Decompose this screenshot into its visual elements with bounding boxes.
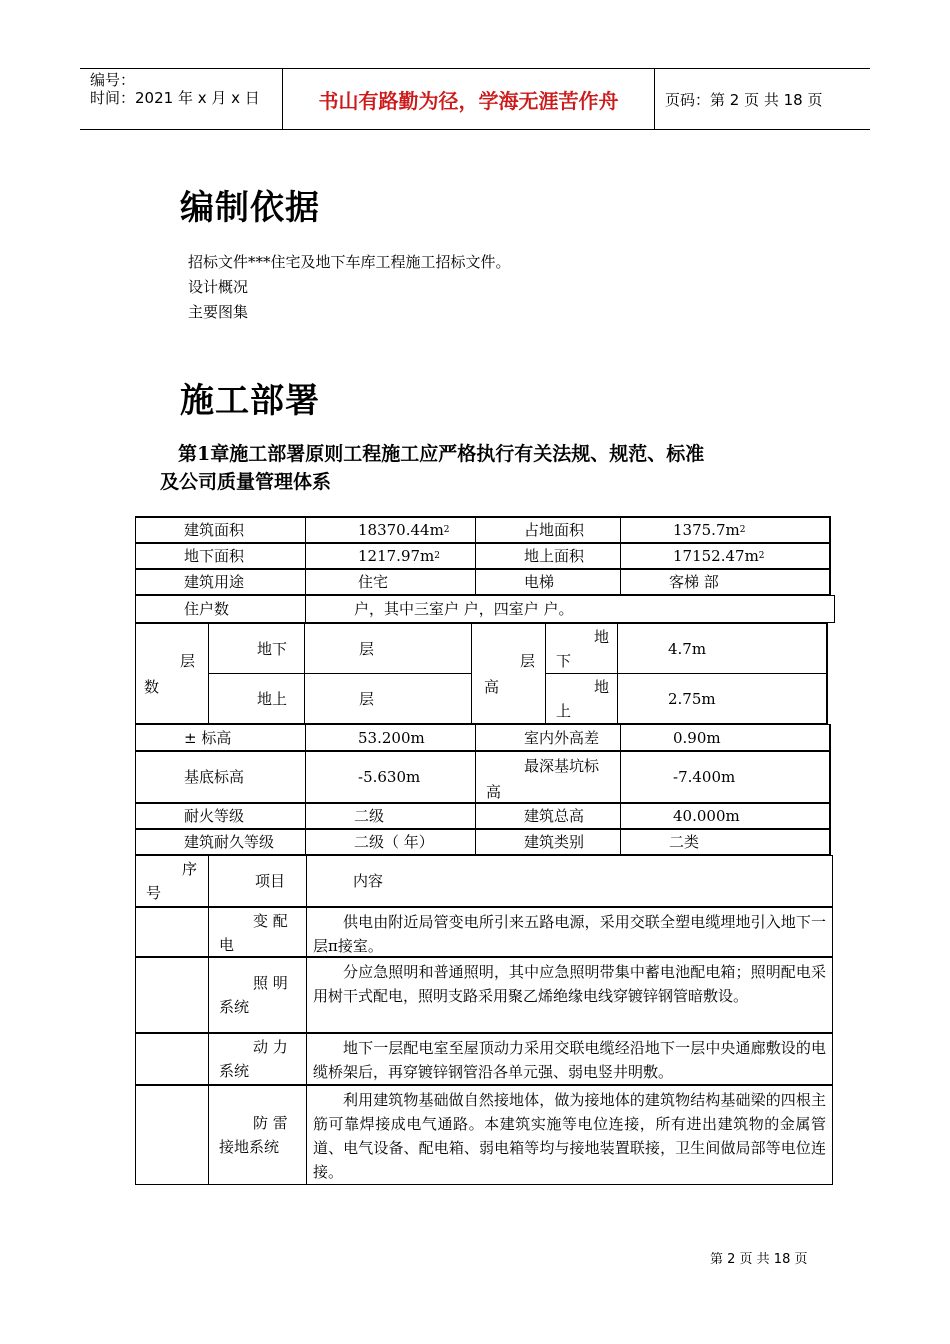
table-cell: 层 <box>304 623 472 674</box>
item-name: 防 雷 <box>253 1114 288 1132</box>
table-cell <box>306 1085 833 1185</box>
value-text: 18370.44m <box>358 521 444 539</box>
cell-text: 地 <box>594 678 610 696</box>
table-cell: 地上 <box>208 673 305 724</box>
table-cell: 4.7m <box>617 623 828 674</box>
item-name: 接地系统 <box>219 1138 280 1156</box>
item-content: 供电由附近局管变电所引来五路电源，采用交联全塑电缆埋地引入地下一层π接室。 <box>313 913 826 955</box>
header-meta <box>80 69 282 129</box>
table-cell <box>306 957 833 1033</box>
table-row <box>135 829 833 855</box>
table-cell: -5.630m <box>305 751 476 803</box>
table-row <box>135 516 833 543</box>
table-cell: 室内外高差 <box>475 724 621 751</box>
table-cell: 耐火等级 <box>135 803 306 829</box>
page-footer: 第 2 页 共 18 页 <box>710 1252 808 1267</box>
table-row <box>135 543 833 569</box>
item-name: 照 明 <box>253 974 288 992</box>
page-header <box>80 68 870 130</box>
table-cell <box>620 543 831 569</box>
table-cell: 建筑用途 <box>135 569 306 595</box>
table-cell <box>471 623 546 724</box>
table-cell: 户，其中三室户 户，四室户 户。 <box>305 595 835 623</box>
table-cell: 项目 <box>208 855 307 907</box>
superscript-unit: 2 <box>758 551 765 561</box>
table-cell: 住户数 <box>135 595 306 623</box>
table-cell <box>135 855 209 907</box>
table-row <box>135 1033 833 1085</box>
table-row <box>135 957 833 1033</box>
table-cell <box>475 751 621 803</box>
table-cell: 基底标高 <box>135 751 306 803</box>
chapter-heading-line: 第1章施工部署原则工程施工应严格执行有关法规、规范、标准 <box>178 443 705 465</box>
table-row <box>135 724 833 751</box>
item-name: 变 配 <box>253 912 288 930</box>
table-cell <box>135 957 209 1033</box>
table-row <box>135 623 833 724</box>
table-cell <box>135 907 209 957</box>
header-page-number: 页码：第 2 页 共 18 页 <box>665 90 823 109</box>
value-text: 1217.97m <box>358 547 435 565</box>
table-cell <box>545 673 618 724</box>
table-row <box>135 751 833 803</box>
chapter-heading-line: 及公司质量管理体系 <box>160 471 332 493</box>
section-title-deployment: 施工部署 <box>180 381 320 421</box>
table-cell: 客梯 部 <box>620 569 831 595</box>
table-cell: 0.90m <box>620 724 831 751</box>
cell-text: 下 <box>556 652 572 670</box>
table-cell: 建筑总高 <box>475 803 621 829</box>
cell-text: 地 <box>594 628 610 646</box>
table-cell: 住宅 <box>305 569 476 595</box>
table-cell <box>208 1033 307 1085</box>
table-cell: 40.000m <box>620 803 831 829</box>
table-cell: 建筑耐久等级 <box>135 829 306 855</box>
table-cell: 2.75m <box>617 673 828 724</box>
cell-text: 上 <box>556 702 572 720</box>
table-cell <box>306 907 833 957</box>
table-cell: 二类 <box>620 829 831 855</box>
table-cell: 地下 <box>208 623 305 674</box>
table-cell: 内容 <box>306 855 833 907</box>
table-cell <box>208 957 307 1033</box>
table-cell <box>135 623 209 724</box>
item-name: 电 <box>219 936 235 954</box>
cell-text: 最深基坑标 <box>524 757 600 775</box>
table-cell: 地下面积 <box>135 543 306 569</box>
basis-item: 主要图集 <box>188 303 249 321</box>
table-cell <box>545 623 618 674</box>
doc-number-label: 编号： <box>90 71 136 89</box>
value-text: 1375.7m <box>673 521 740 539</box>
table-cell: 层 <box>304 673 472 724</box>
value-text: 17152.47m <box>673 547 759 565</box>
item-content: 分应急照明和普通照明，其中应急照明带集中蓄电池配电箱；照明配电采用树干式配电，照明支路采用聚乙烯绝缘电线穿镀锌钢管暗敷设。 <box>313 963 826 1005</box>
table-cell: 53.200m <box>305 724 476 751</box>
table-row <box>135 569 833 595</box>
doc-time-label: 时间：2021 年 x 月 x 日 <box>90 89 260 107</box>
table-cell: 二级（ 年） <box>305 829 476 855</box>
cell-text: 序 <box>182 860 198 878</box>
superscript-unit: 2 <box>443 525 450 535</box>
item-content: 利用建筑物基础做自然接地体，做为接地体的建筑物结构基础梁的四根主筋可靠焊接成电气通路。本建筑实施等电位连接，所有进出建筑物的金属管道、电气设备、配电箱、弱电箱等均与接地装置联接，卫生间做局部等电位连接。 <box>313 1091 826 1181</box>
item-name: 系统 <box>219 1062 250 1080</box>
table-row <box>135 1085 833 1185</box>
table-cell <box>208 907 307 957</box>
table-cell: 占地面积 <box>475 516 621 543</box>
table-cell <box>135 1033 209 1085</box>
table-cell: -7.400m <box>620 751 831 803</box>
table-cell <box>135 1085 209 1185</box>
section-title-basis: 编制依据 <box>180 188 320 228</box>
table-cell: 地上面积 <box>475 543 621 569</box>
header-motto: 书山有路勤为径，学海无涯苦作舟 <box>282 69 655 129</box>
item-content: 地下一层配电室至屋顶动力采用交联电缆经沿地下一层中央通廊敷设的电缆桥架后，再穿镀锌钢管沿各单元强、弱电竖井明敷。 <box>313 1039 826 1081</box>
table-cell: 电梯 <box>475 569 621 595</box>
cell-text: 号 <box>146 884 162 902</box>
cell-text: 高 <box>486 783 502 801</box>
item-name: 系统 <box>219 998 250 1016</box>
table-cell <box>305 543 476 569</box>
table-cell <box>620 516 831 543</box>
table-cell: 建筑面积 <box>135 516 306 543</box>
superscript-unit: 2 <box>434 551 440 561</box>
superscript-unit: 2 <box>739 525 746 535</box>
basis-item: 设计概况 <box>188 278 249 296</box>
table-row <box>135 855 833 907</box>
table-row <box>135 907 833 957</box>
table-cell <box>305 516 476 543</box>
table-row <box>135 595 833 623</box>
cell-text: 数 <box>144 678 160 696</box>
table-cell: ± 标高 <box>135 724 306 751</box>
basis-item: 招标文件***住宅及地下车库工程施工招标文件。 <box>188 253 511 271</box>
table-cell <box>306 1033 833 1085</box>
chapter-heading <box>160 440 810 496</box>
table-row <box>135 803 833 829</box>
cell-text: 层 <box>180 652 196 670</box>
item-name: 动 力 <box>253 1038 288 1056</box>
table-cell: 建筑类别 <box>475 829 621 855</box>
table-cell <box>208 1085 307 1185</box>
table-cell: 二级 <box>305 803 476 829</box>
cell-text: 层 <box>520 652 536 670</box>
cell-text: 高 <box>484 678 500 696</box>
